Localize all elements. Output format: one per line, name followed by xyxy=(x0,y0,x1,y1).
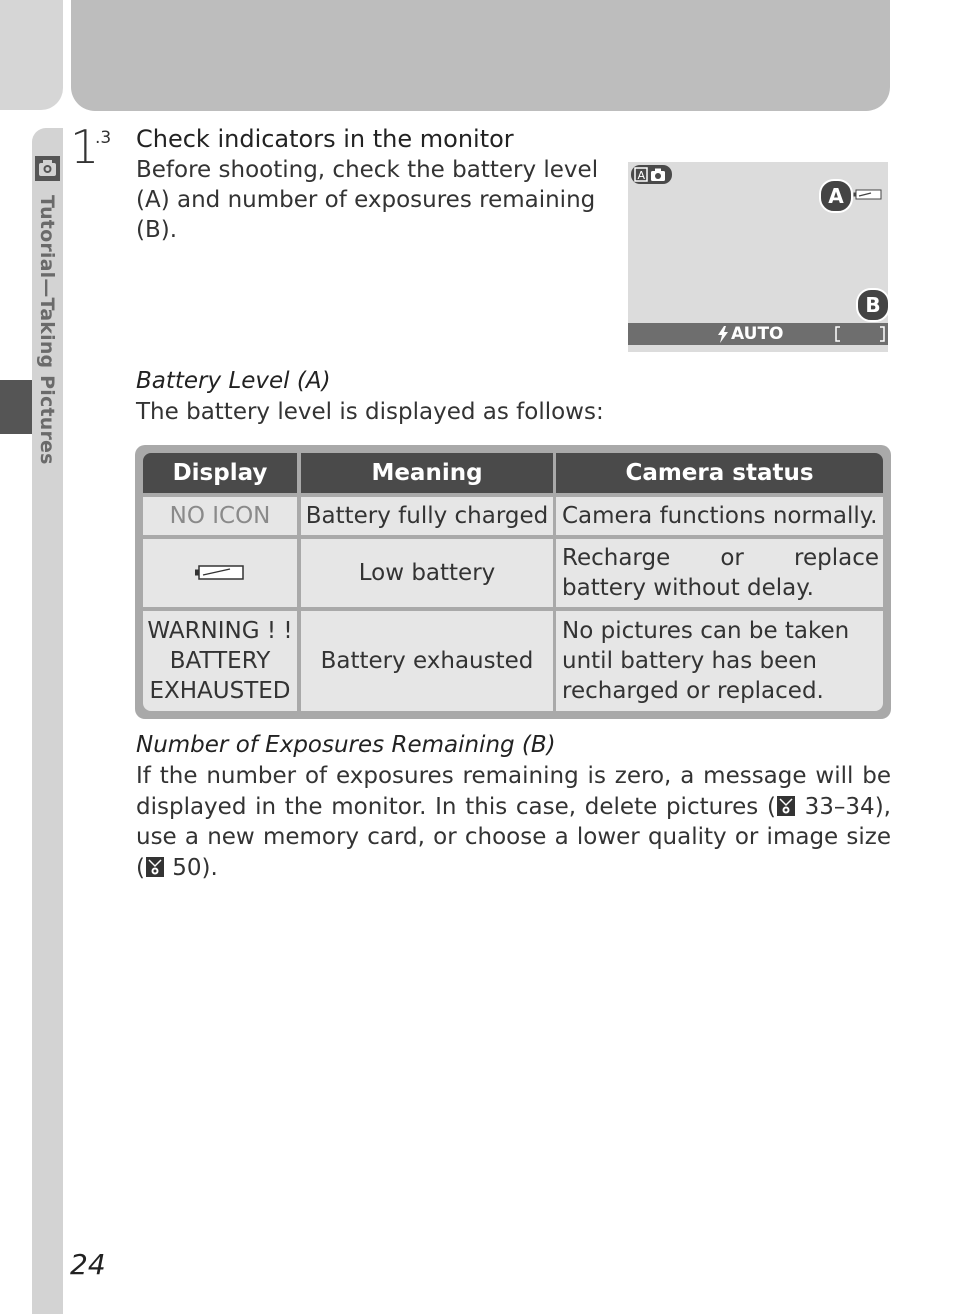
exposures-text: 33–34), use a new memory card, or choose a lower quality or image size ( xyxy=(136,793,891,881)
exposures-bracket-icon xyxy=(834,325,888,343)
table-cell-display: WARNING ! ! BATTERY EXHAUSTED xyxy=(143,611,297,711)
low-battery-icon xyxy=(194,564,246,582)
callout-b: B xyxy=(856,288,890,322)
exposures-text: 50). xyxy=(164,854,218,881)
battery-section-intro: The battery level is displayed as follows: xyxy=(136,399,604,425)
table-cell-status: No pictures can be taken until battery has been recharged or replaced. xyxy=(556,611,883,711)
table-cell-status: Camera functions normally. xyxy=(556,497,883,535)
step-heading: Check indicators in the monitor xyxy=(136,125,514,153)
auto-mode-icon xyxy=(631,165,672,184)
step-number: 1 xyxy=(70,120,100,174)
top-banner xyxy=(71,0,890,111)
table-cell-meaning: Battery fully charged xyxy=(301,497,553,535)
step-subnumber: .3 xyxy=(95,128,112,148)
page-reference-icon xyxy=(145,856,165,878)
table-header-status: Camera status xyxy=(556,453,883,493)
table-header-display: Display xyxy=(143,453,297,493)
table-cell-status: Recharge or replace battery without delay. xyxy=(556,539,883,607)
callout-a: A xyxy=(819,179,853,213)
camera-icon xyxy=(34,155,61,182)
table-cell-display xyxy=(143,539,297,607)
table-cell-meaning: Battery exhausted xyxy=(301,611,553,711)
table-header-meaning: Meaning xyxy=(301,453,553,493)
battery-section-title: Battery Level (A) xyxy=(136,368,331,394)
flash-mode-label: AUTO xyxy=(731,324,784,344)
battery-table xyxy=(135,445,891,719)
page-reference-icon xyxy=(776,795,796,817)
table-cell-display: NO ICON xyxy=(143,497,297,535)
exposures-paragraph xyxy=(136,761,891,883)
monitor-battery-icon xyxy=(853,189,883,201)
flash-icon xyxy=(717,326,729,343)
side-section-title: Tutorial—Taking Pictures xyxy=(36,195,58,465)
monitor-illustration xyxy=(628,162,888,352)
page-number: 24 xyxy=(70,1248,106,1281)
exposures-section-title: Number of Exposures Remaining (B) xyxy=(136,732,556,758)
exposures-text: If the number of exposures remaining is zero, a message will be displayed in the monitor. In this case, delete pictures ( xyxy=(136,763,891,820)
step-intro: Before shooting, check the battery level (A) and number of exposures remaining (B). xyxy=(136,157,599,243)
section-marker xyxy=(0,380,32,434)
svg-text:A: A xyxy=(637,169,646,182)
table-cell-meaning: Low battery xyxy=(301,539,553,607)
top-left-tab xyxy=(0,0,63,110)
